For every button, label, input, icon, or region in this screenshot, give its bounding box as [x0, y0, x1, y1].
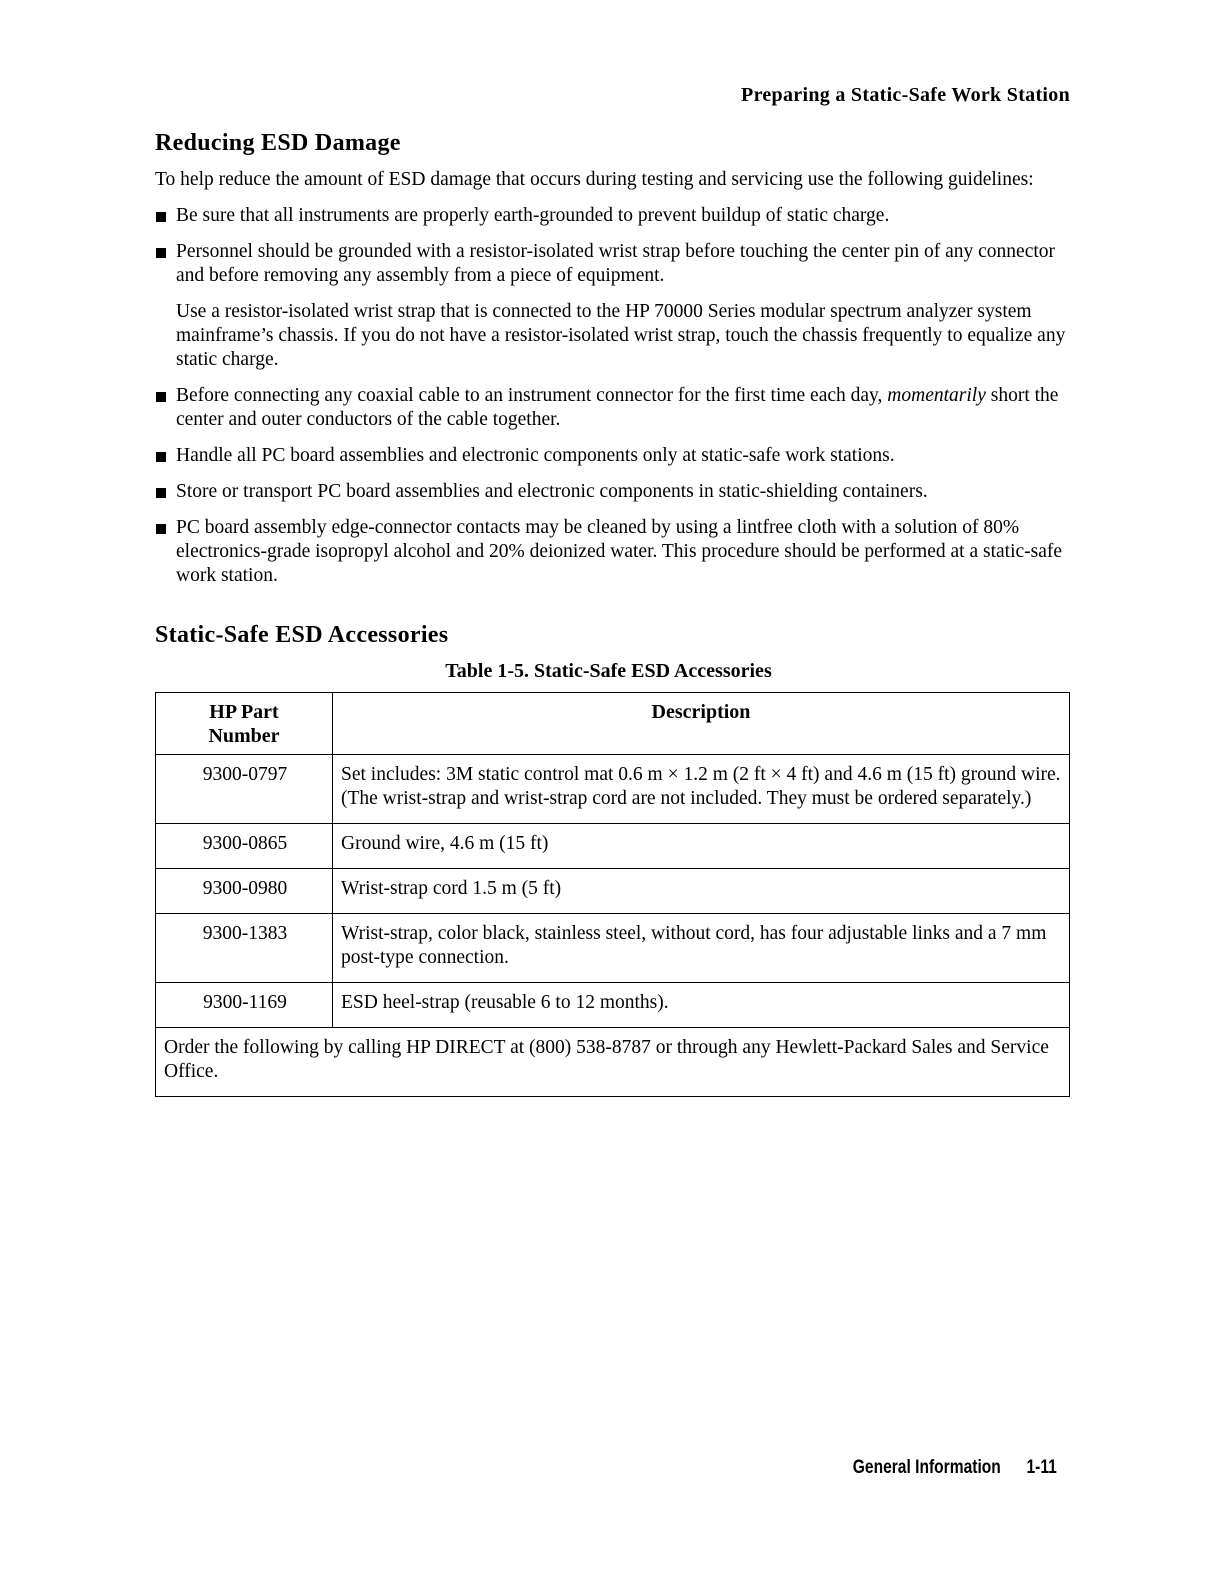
- section-heading-accessories: Static-Safe ESD Accessories: [155, 622, 449, 648]
- emphasis-text: momentarily: [887, 385, 986, 406]
- list-item-text: Handle all PC board assemblies and electronic components only at static-safe work stations.: [176, 445, 895, 466]
- page-number: 1-11: [1026, 1457, 1057, 1478]
- list-item-text: Store or transport PC board assemblies and electronic components in static-shielding containers.: [176, 481, 928, 502]
- table-row: [156, 755, 1070, 824]
- bullet-square-icon: [156, 524, 166, 534]
- description-cell: Ground wire, 4.6 m (15 ft): [333, 824, 1070, 869]
- part-number-cell: 9300-1383: [156, 914, 333, 983]
- column-header-part-number: HP Part Number: [156, 693, 333, 755]
- part-number-cell: 9300-0797: [156, 755, 333, 824]
- part-number-cell: 9300-1169: [156, 983, 333, 1028]
- table-caption: Table 1-5. Static-Safe ESD Accessories: [445, 660, 772, 682]
- bullet-square-icon: [156, 452, 166, 462]
- description-cell: Wrist-strap cord 1.5 m (5 ft): [333, 869, 1070, 914]
- table-row: [156, 983, 1070, 1028]
- bullet-square-icon: [156, 248, 166, 258]
- list-item-text: short the center and outer conductors of the cable together.: [176, 385, 1059, 430]
- bullet-square-icon: [156, 488, 166, 498]
- list-item: [155, 480, 1070, 504]
- table-header-row: [156, 693, 1070, 755]
- list-item: [155, 516, 1070, 588]
- list-item-text: Be sure that all instruments are properly earth-grounded to prevent buildup of static charge.: [176, 205, 890, 226]
- table-row: [156, 869, 1070, 914]
- page-content: [155, 130, 1070, 1097]
- page-footer: [853, 1457, 1057, 1479]
- footer-section-title: General Information: [852, 1457, 1002, 1478]
- bullet-square-icon: [156, 212, 166, 222]
- description-cell: ESD heel-strap (reusable 6 to 12 months).: [333, 983, 1070, 1028]
- accessories-section: [155, 622, 1070, 1097]
- column-header-description: Description: [333, 693, 1070, 755]
- guidelines-list: [155, 204, 1070, 588]
- table-row: [156, 824, 1070, 869]
- list-item: [155, 384, 1070, 432]
- list-item: [155, 240, 1070, 372]
- table-footer-row: [156, 1028, 1070, 1097]
- part-number-cell: 9300-0865: [156, 824, 333, 869]
- section-heading-reducing-esd: Reducing ESD Damage: [155, 130, 401, 156]
- description-cell: Wrist-strap, color black, stainless steel, without cord, has four adjustable links and a 7 mm post-type connection.: [333, 914, 1070, 983]
- list-item: [155, 204, 1070, 228]
- intro-paragraph: To help reduce the amount of ESD damage that occurs during testing and servicing use the following guidelines:: [155, 169, 1034, 190]
- description-cell: Set includes: 3M static control mat 0.6 m × 1.2 m (2 ft × 4 ft) and 4.6 m (15 ft) ground wire. (The wrist-strap and wrist-strap cord are not included. They must be ordered separately.): [333, 755, 1070, 824]
- list-item-text: Personnel should be grounded with a resistor-isolated wrist strap before touching the center pin of any connector and before removing any assembly from a piece of equipment.: [176, 241, 1056, 286]
- list-item-subparagraph: Use a resistor-isolated wrist strap that is connected to the HP 70000 Series modular spectrum analyzer system mainframe’s chassis. If you do not have a resistor-isolated wrist strap, touch the chassis frequently to equalize any static charge.: [176, 301, 1066, 370]
- part-number-cell: 9300-0980: [156, 869, 333, 914]
- list-item-text: Before connecting any coaxial cable to an instrument connector for the first time each day,: [176, 385, 883, 406]
- list-item: [155, 444, 1070, 468]
- bullet-square-icon: [156, 392, 166, 402]
- ordering-note: Order the following by calling HP DIRECT at (800) 538-8787 or through any Hewlett-Packard Sales and Service Office.: [156, 1028, 1070, 1097]
- running-head: Preparing a Static-Safe Work Station: [741, 84, 1070, 106]
- list-item-text: PC board assembly edge-connector contacts may be cleaned by using a lintfree cloth with a solution of 80% electronics-grade isopropyl alcohol and 20% deionized water. This procedure should be performed at a static-safe work station.: [176, 517, 1063, 586]
- table-row: [156, 914, 1070, 983]
- accessories-table: [155, 692, 1070, 1097]
